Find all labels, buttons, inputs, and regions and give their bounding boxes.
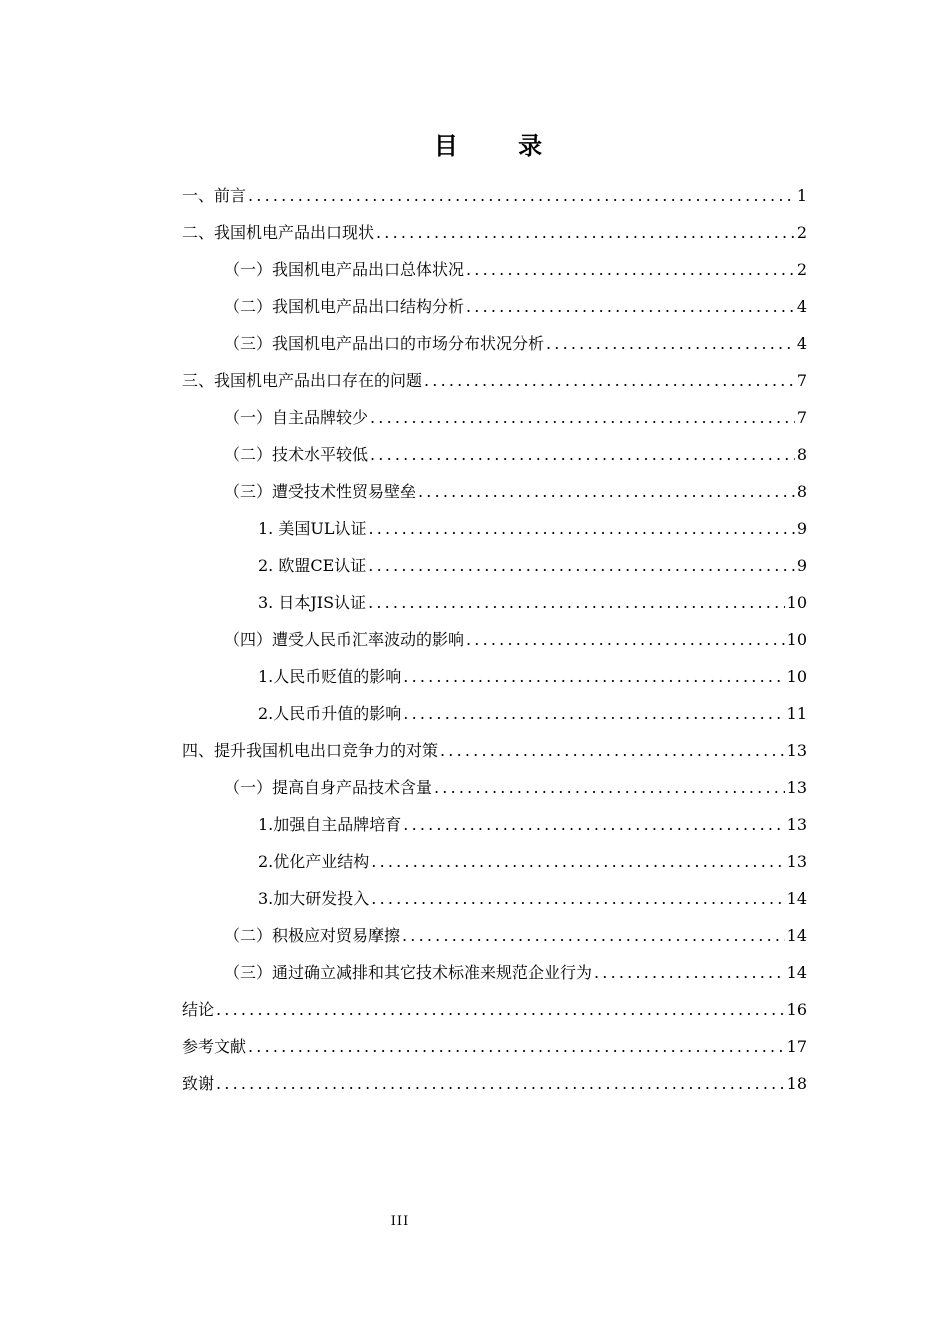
toc-entry[interactable] — [224, 961, 807, 985]
toc-entry-label: 参考文献 — [182, 1037, 247, 1056]
toc-entry-page: 14 — [786, 963, 807, 982]
toc-entry-label: （二）积极应对贸易摩擦 — [224, 926, 401, 945]
toc-entry-label: （一）自主品牌较少 — [224, 408, 369, 427]
toc-entry-label: 1.人民币贬值的影响 — [258, 667, 402, 686]
toc-entry[interactable] — [258, 850, 807, 874]
toc-entry-page: 2 — [796, 223, 807, 242]
toc-entry-label: 二、我国机电产品出口现状 — [182, 223, 375, 242]
toc-entry[interactable] — [224, 443, 807, 467]
toc-entry-page: 8 — [796, 445, 807, 464]
toc-entry-label: 结论 — [182, 1000, 215, 1019]
toc-entry[interactable] — [258, 887, 807, 911]
page-number-footer: III — [390, 1214, 410, 1229]
toc-entry-page: 10 — [786, 667, 807, 686]
toc-leader-dots — [403, 813, 784, 837]
toc-entry-label: 2. 欧盟CE认证 — [258, 556, 367, 575]
toc-entry-page: 13 — [786, 852, 807, 871]
toc-leader-dots — [402, 924, 785, 948]
toc-entry[interactable] — [182, 221, 807, 245]
toc-leader-dots — [546, 332, 795, 356]
toc-entry-label: 致谢 — [182, 1074, 215, 1093]
toc-entry-label: （二）技术水平较低 — [224, 445, 369, 464]
toc-leader-dots — [370, 406, 795, 430]
toc-entry-label: 3. 日本JIS认证 — [258, 593, 367, 612]
toc-entry-page: 8 — [796, 482, 807, 501]
toc-entry-label: 四、提升我国机电出口竞争力的对策 — [182, 741, 439, 760]
toc-entry-page: 10 — [786, 630, 807, 649]
toc-entry-page: 9 — [796, 556, 807, 575]
toc-leader-dots — [418, 480, 795, 504]
toc-entry-page: 2 — [796, 260, 807, 279]
toc-entry[interactable] — [182, 184, 807, 208]
toc-entry[interactable] — [224, 332, 807, 356]
toc-entry-page: 13 — [786, 741, 807, 760]
toc-leader-dots — [424, 369, 795, 393]
toc-leader-dots — [216, 998, 785, 1022]
toc-leader-dots — [403, 665, 784, 689]
toc-entry-page: 16 — [786, 1000, 807, 1019]
page-title: 目 录 — [433, 132, 569, 160]
toc-entry-label: 3.加大研发投入 — [258, 889, 370, 908]
toc-leader-dots — [368, 517, 794, 541]
toc-entry[interactable] — [224, 628, 807, 652]
toc-leader-dots — [370, 443, 795, 467]
toc-leader-dots — [371, 850, 784, 874]
toc-entry[interactable] — [224, 258, 807, 282]
toc-entry[interactable] — [224, 406, 807, 430]
toc-entry[interactable] — [258, 554, 807, 578]
toc-entry[interactable] — [182, 369, 807, 393]
toc-entry[interactable] — [182, 739, 807, 763]
toc-entry-page: 9 — [796, 519, 807, 538]
toc-entry-label: 2.优化产业结构 — [258, 852, 370, 871]
toc-entry-page: 13 — [786, 815, 807, 834]
toc-leader-dots — [368, 591, 785, 615]
toc-entry-page: 14 — [786, 889, 807, 908]
toc-entry-label: （一）我国机电产品出口总体状况 — [224, 260, 465, 279]
toc-leader-dots — [466, 295, 795, 319]
toc-leader-dots — [403, 702, 784, 726]
toc-leader-dots — [248, 1035, 785, 1059]
toc-leader-dots — [440, 739, 785, 763]
toc-entry-label: （二）我国机电产品出口结构分析 — [224, 297, 465, 316]
toc-entry-page: 11 — [786, 704, 807, 723]
toc-leader-dots — [434, 776, 785, 800]
toc-entry[interactable] — [182, 1035, 807, 1059]
toc-leader-dots — [594, 961, 785, 985]
toc-entry[interactable] — [258, 665, 807, 689]
toc-entry-label: 1.加强自主品牌培育 — [258, 815, 402, 834]
toc-entry-label: 1. 美国UL认证 — [258, 519, 367, 538]
toc-leader-dots — [216, 1072, 785, 1096]
toc-entry-page: 18 — [786, 1074, 807, 1093]
toc-entry[interactable] — [224, 776, 807, 800]
toc-entry-page: 14 — [786, 926, 807, 945]
toc-entry-page: 13 — [786, 778, 807, 797]
toc-entry[interactable] — [258, 702, 807, 726]
toc-entry-label: （三）通过确立减排和其它技术标准来规范企业行为 — [224, 963, 593, 982]
toc-entry-page: 17 — [786, 1037, 807, 1056]
toc-entry-label: （一）提高自身产品技术含量 — [224, 778, 433, 797]
toc-entry[interactable] — [224, 924, 807, 948]
toc-entry-page: 7 — [796, 371, 807, 390]
toc-entry[interactable] — [224, 480, 807, 504]
toc-entry-page: 1 — [796, 186, 807, 205]
toc-entry-page: 10 — [786, 593, 807, 612]
toc-entry-page: 7 — [796, 408, 807, 427]
toc-entry[interactable] — [258, 517, 807, 541]
toc-entry-label: （三）我国机电产品出口的市场分布状况分析 — [224, 334, 545, 353]
toc-entry-page: 4 — [796, 334, 807, 353]
toc-entry-label: （四）遭受人民币汇率波动的影响 — [224, 630, 465, 649]
toc-leader-dots — [248, 184, 795, 208]
toc-entry-label: （三）遭受技术性贸易壁垒 — [224, 482, 417, 501]
toc-entry[interactable] — [224, 295, 807, 319]
toc-entry-label: 三、我国机电产品出口存在的问题 — [182, 371, 423, 390]
toc-entry-label: 2.人民币升值的影响 — [258, 704, 402, 723]
toc-entry[interactable] — [182, 998, 807, 1022]
toc-leader-dots — [368, 554, 795, 578]
toc-entry-page: 4 — [796, 297, 807, 316]
toc-entry-label: 一、前言 — [182, 186, 247, 205]
toc-leader-dots — [371, 887, 784, 911]
toc-leader-dots — [376, 221, 795, 245]
toc-entry[interactable] — [258, 591, 807, 615]
toc-leader-dots — [466, 628, 785, 652]
toc-entry[interactable] — [258, 813, 807, 837]
toc-leader-dots — [466, 258, 795, 282]
toc-entry[interactable] — [182, 1072, 807, 1096]
